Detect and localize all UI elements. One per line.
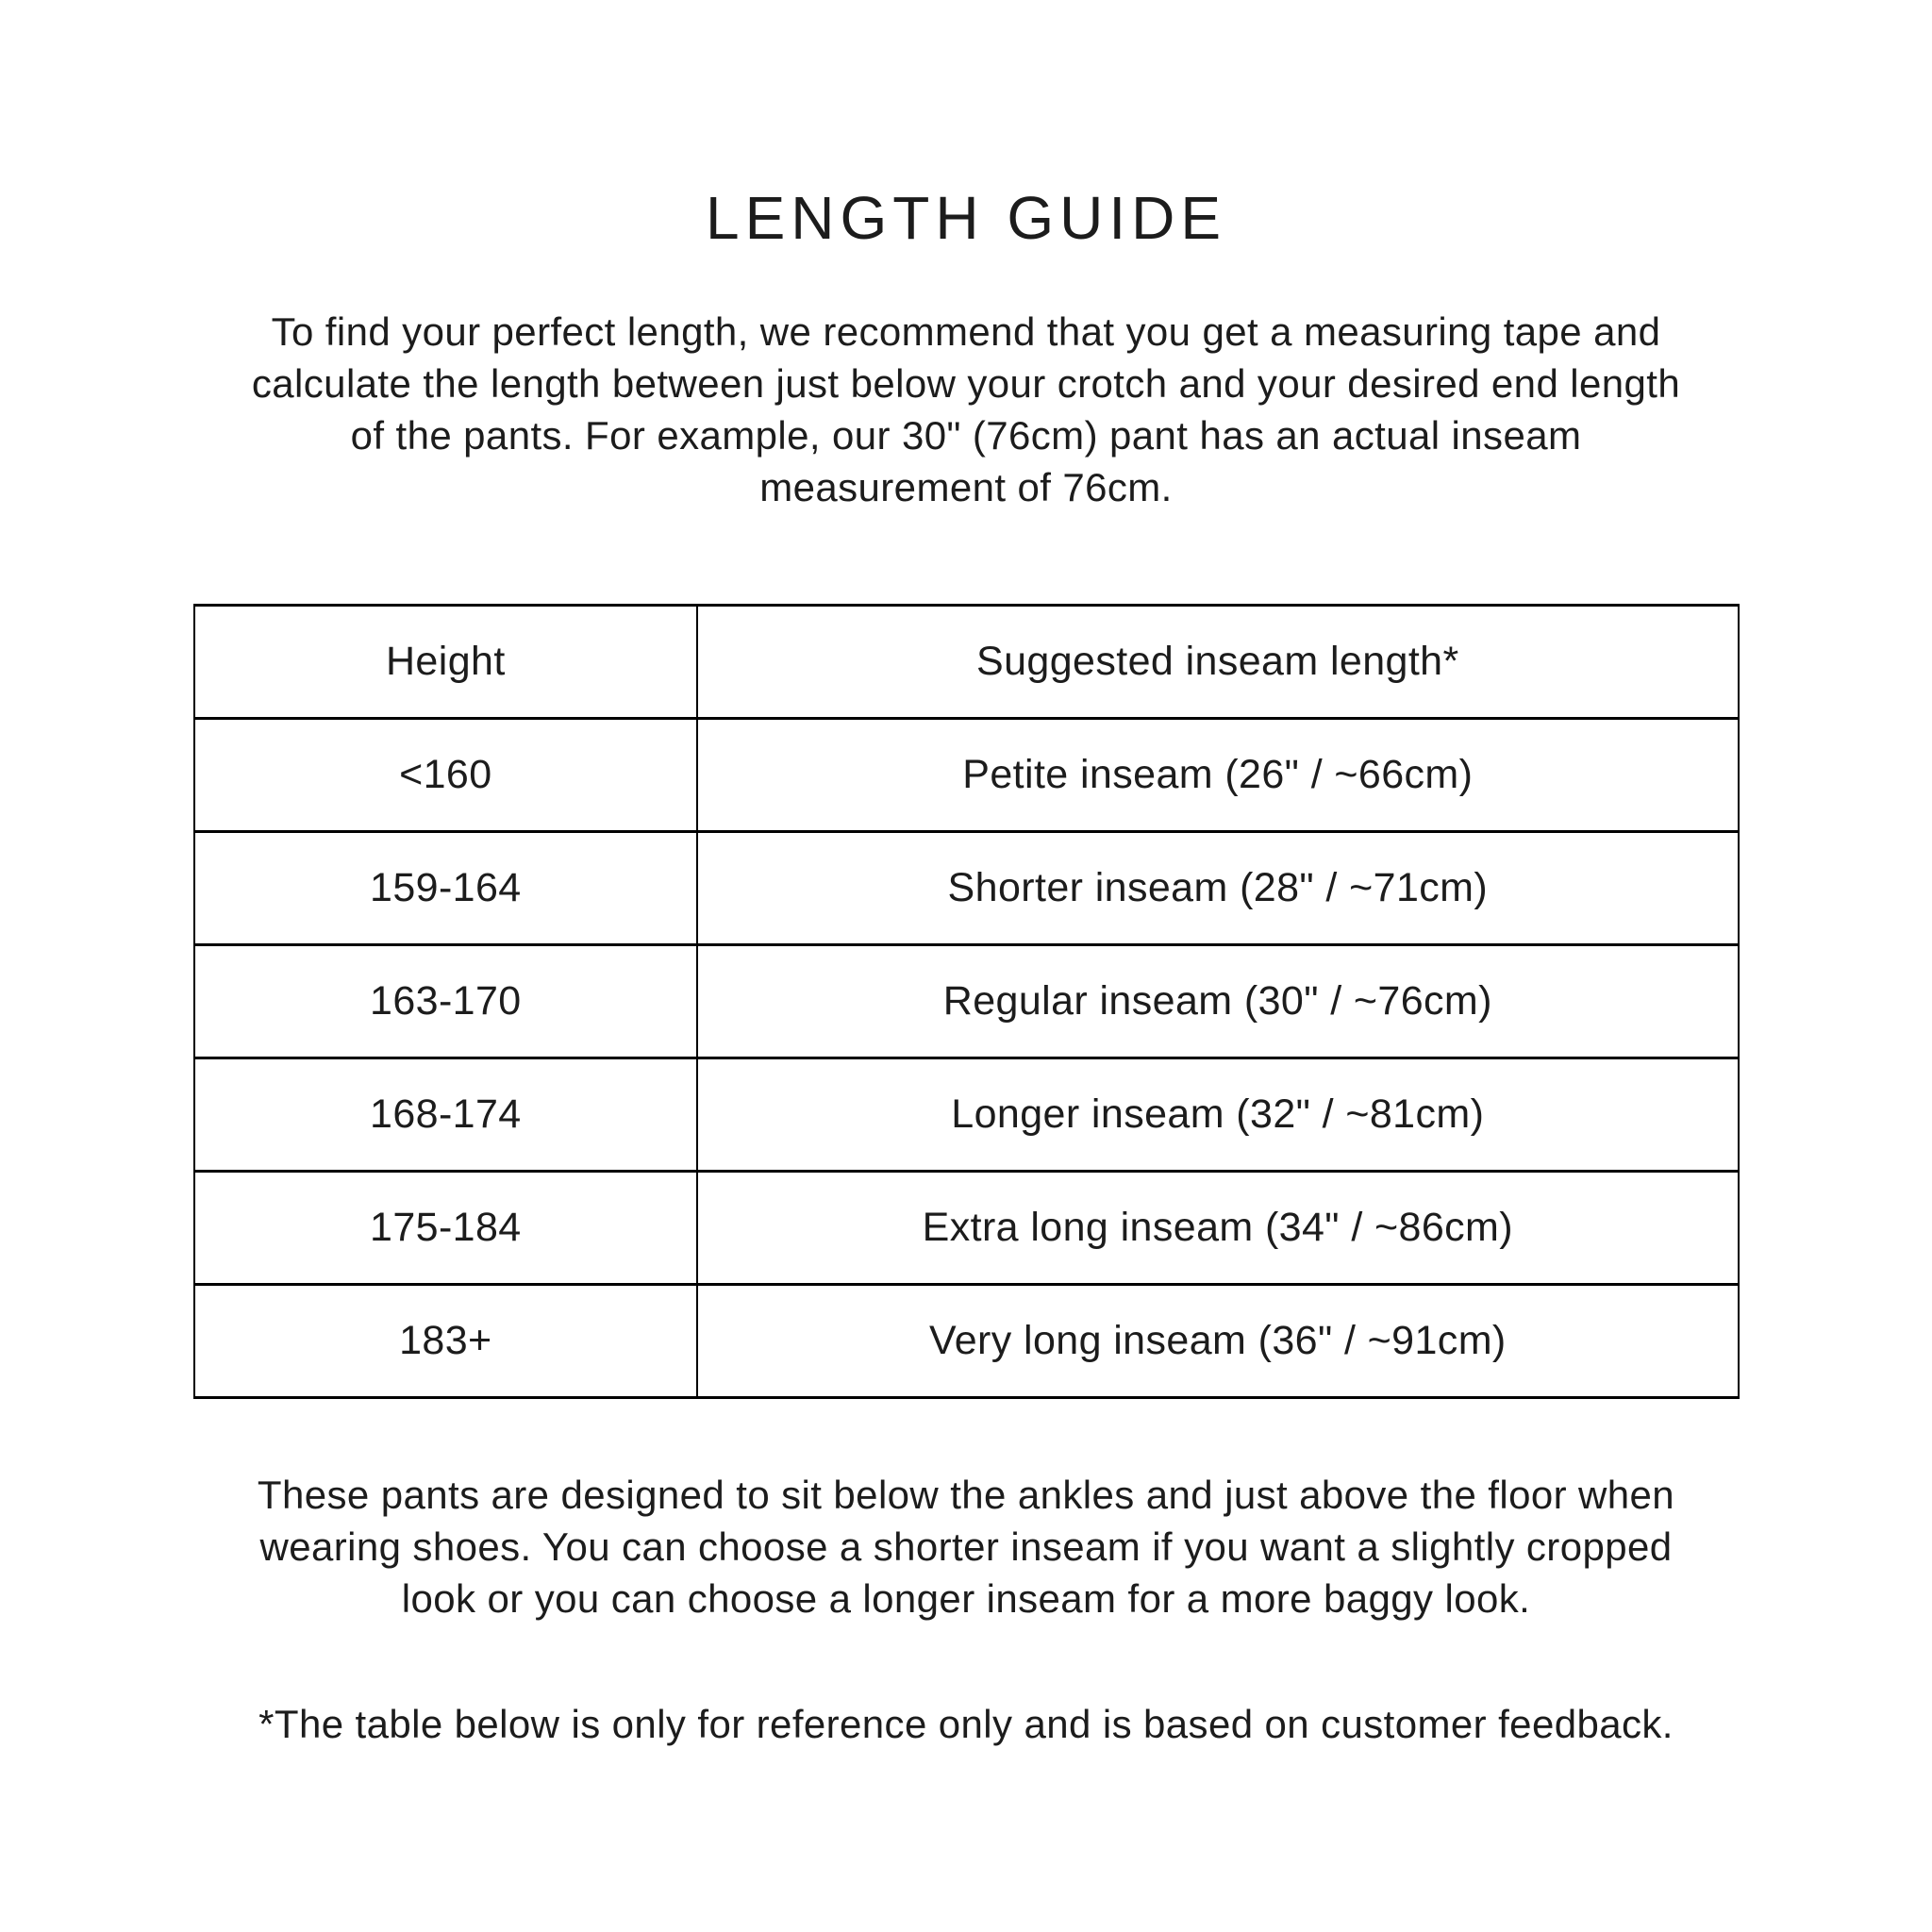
table-row xyxy=(194,832,1739,945)
intro-line: To find your perfect length, we recommend that you get a measuring tape and xyxy=(271,309,1661,354)
inseam-cell: Very long inseam (36" / ~91cm) xyxy=(697,1285,1738,1398)
table-row xyxy=(194,719,1739,832)
height-cell: 175-184 xyxy=(194,1172,698,1285)
height-cell: 163-170 xyxy=(194,945,698,1058)
inseam-cell: Extra long inseam (34" / ~86cm) xyxy=(697,1172,1738,1285)
inseam-cell: Shorter inseam (28" / ~71cm) xyxy=(697,832,1738,945)
fit-description-line: wearing shoes. You can choose a shorter inseam if you want a slightly cropped xyxy=(259,1524,1673,1569)
table-header-row xyxy=(194,606,1739,719)
height-cell: 183+ xyxy=(194,1285,698,1398)
inseam-cell: Longer inseam (32" / ~81cm) xyxy=(697,1058,1738,1172)
header-cell-inseam: Suggested inseam length* xyxy=(697,606,1738,719)
fit-description-line: look or you can choose a longer inseam for a more baggy look. xyxy=(401,1576,1531,1621)
intro-line: measurement of 76cm. xyxy=(759,465,1173,509)
inseam-cell: Petite inseam (26" / ~66cm) xyxy=(697,719,1738,832)
intro-line: calculate the length between just below your crotch and your desired end length xyxy=(251,361,1681,406)
intro-line: of the pants. For example, our 30" (76cm) pant has an actual inseam xyxy=(350,413,1582,458)
height-cell: <160 xyxy=(194,719,698,832)
table-row xyxy=(194,945,1739,1058)
page-title: LENGTH GUIDE xyxy=(705,184,1227,252)
intro-paragraph xyxy=(0,306,1932,513)
height-cell: 168-174 xyxy=(194,1058,698,1172)
table-row xyxy=(194,1058,1739,1172)
table-row xyxy=(194,1285,1739,1398)
fit-description-line: These pants are designed to sit below the ankles and just above the floor when xyxy=(257,1473,1675,1517)
fit-description-paragraph xyxy=(0,1469,1932,1624)
header-cell-height: Height xyxy=(194,606,698,719)
table-row xyxy=(194,1172,1739,1285)
reference-note-line: *The table below is only for reference only and is based on customer feedback. xyxy=(258,1702,1674,1746)
inseam-cell: Regular inseam (30" / ~76cm) xyxy=(697,945,1738,1058)
reference-note xyxy=(0,1698,1932,1750)
inseam-length-table xyxy=(193,604,1740,1399)
height-cell: 159-164 xyxy=(194,832,698,945)
